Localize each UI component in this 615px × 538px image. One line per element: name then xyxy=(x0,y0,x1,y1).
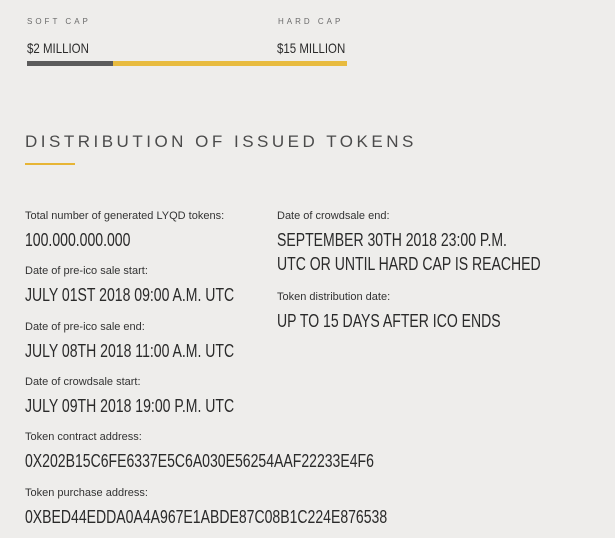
distribution-date-value: UP TO 15 DAYS AFTER ICO ENDS xyxy=(277,311,501,331)
purchase-address-value[interactable]: 0XBED44EDDA0A4A967E1ABDE87C08B1C224E876538 xyxy=(25,507,388,527)
crowdsale-end-label: Date of crowdsale end: xyxy=(277,210,390,222)
soft-cap-value: $2 MILLION xyxy=(27,40,89,56)
purchase-address-label: Token purchase address: xyxy=(25,487,148,499)
presale-end-label: Date of pre-ico sale end: xyxy=(25,321,145,333)
crowdsale-end-field xyxy=(277,210,615,276)
presale-end-field xyxy=(25,321,293,363)
presale-start-label: Date of pre-ico sale start: xyxy=(25,265,148,277)
total-tokens-field xyxy=(25,210,224,252)
section-title: DISTRIBUTION OF ISSUED TOKENS xyxy=(25,132,417,151)
total-tokens-label: Total number of generated LYQD tokens: xyxy=(25,210,225,222)
purchase-address-field xyxy=(25,487,489,529)
crowdsale-end-value-line1: SEPTEMBER 30TH 2018 23:00 P.M. xyxy=(277,230,507,250)
presale-start-field xyxy=(25,265,293,307)
presale-start-value: JULY 01ST 2018 09:00 A.M. UTC xyxy=(25,285,235,305)
distribution-date-field xyxy=(277,291,564,333)
crowdsale-end-value-line2: UTC OR UNTIL HARD CAP IS REACHED xyxy=(277,254,541,274)
distribution-date-label: Token distribution date: xyxy=(277,291,391,303)
contract-address-value[interactable]: 0X202B15C6FE6337E5C6A030E56254AAF22233E4F6 xyxy=(25,451,374,471)
total-tokens-value: 100.000.000.000 xyxy=(25,230,131,250)
crowdsale-start-label: Date of crowdsale start: xyxy=(25,376,141,388)
title-underline xyxy=(25,163,75,165)
hard-cap-value: $15 MILLION xyxy=(276,40,345,56)
crowdsale-start-field xyxy=(25,376,293,418)
hard-cap-label: HARD CAP xyxy=(278,17,344,26)
soft-cap-label: SOFT CAP xyxy=(27,17,91,26)
contract-address-label: Token contract address: xyxy=(25,431,142,443)
presale-end-value: JULY 08TH 2018 11:00 A.M. UTC xyxy=(25,341,235,361)
cap-progress-fill xyxy=(27,61,113,66)
contract-address-field xyxy=(25,431,472,473)
crowdsale-start-value: JULY 09TH 2018 19:00 P.M. UTC xyxy=(25,396,235,416)
cap-progress-bar xyxy=(27,61,347,66)
